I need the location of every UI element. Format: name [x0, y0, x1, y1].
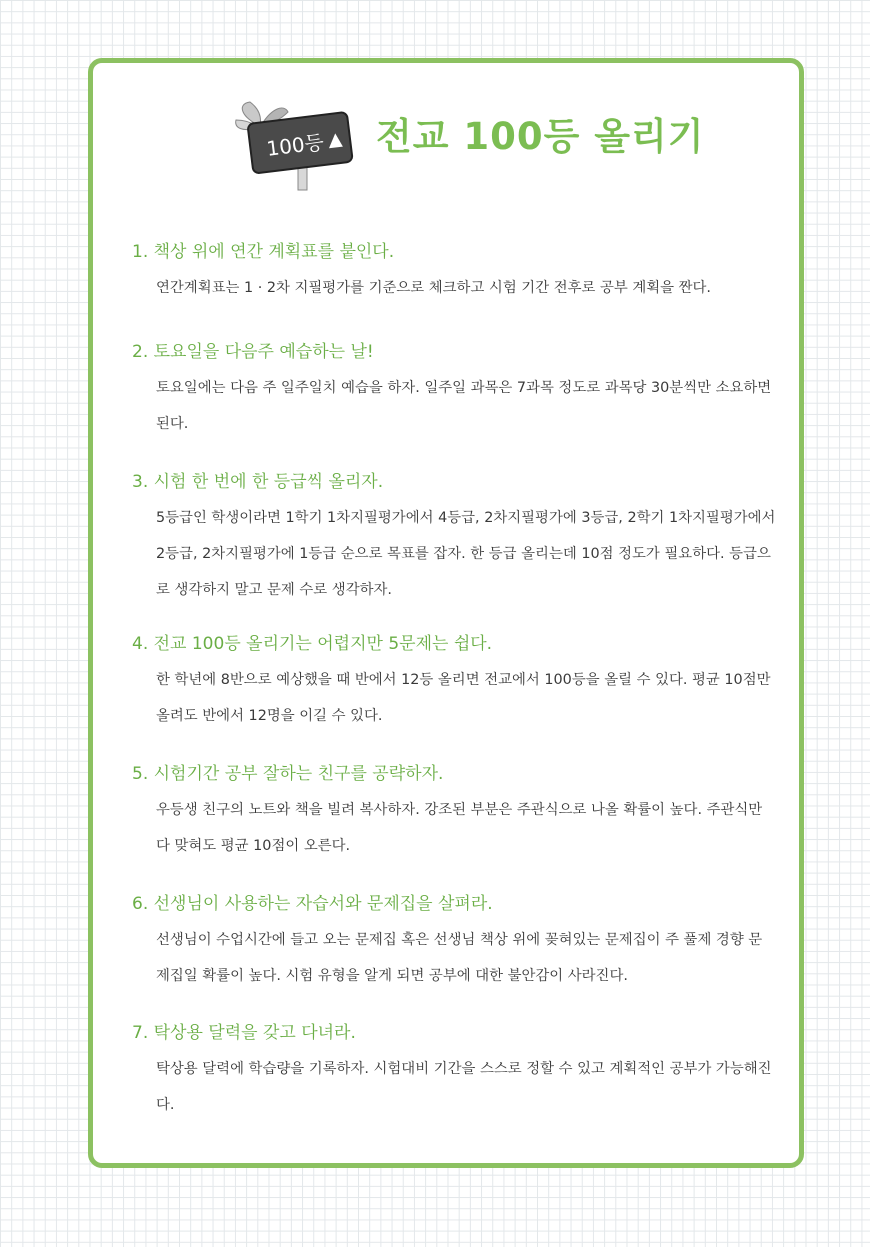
- tip-body: 한 학년에 8반으로 예상했을 때 반에서 12등 올리면 전교에서 100등을 올릴 수 있다. 평균 10점만 올려도 반에서 12명을 이길 수 있다.: [156, 672, 771, 724]
- tip-body: 탁상용 달력에 학습량을 기록하자. 시험대비 기간을 스스로 정할 수 있고 계획적인 공부가 가능해진다.: [156, 1061, 772, 1113]
- tip-section-4: [132, 632, 782, 734]
- tip-section-3: [132, 470, 782, 608]
- tip-heading: 4. 전교 100등 올리기는 어렵지만 5문제는 쉽다.: [132, 634, 493, 654]
- tip-heading: 5. 시험기간 공부 잘하는 친구를 공략하자.: [132, 764, 444, 784]
- tip-body: 연간계획표는 1 · 2차 지필평가를 기준으로 체크하고 시험 기간 전후로 공부 계획을 짠다.: [156, 280, 712, 296]
- tip-body: 5등급인 학생이라면 1학기 1차지필평가에서 4등급, 2차지필평가에 3등급, 2학기 1차지필평가에서 2등급, 2차지필평가에 1등급 순으로 목표를 잡자. 한 등급 올리는데 10점 정도가 필요하다. 등급으로 생각하지 말고 문제 수로 생각하자.: [156, 510, 776, 598]
- content-frame: [88, 58, 804, 1168]
- tip-heading: 3. 시험 한 번에 한 등급씩 올리자.: [132, 472, 384, 492]
- tip-section-2: [132, 340, 782, 442]
- tip-body: 우등생 친구의 노트와 책을 빌려 복사하자. 강조된 부분은 주관식으로 나올 확률이 높다. 주관식만 다 맞혀도 평균 10점이 오른다.: [156, 802, 763, 854]
- page-title: 전교 100등 올리기: [376, 115, 705, 158]
- tip-heading: 6. 선생님이 사용하는 자습서와 문제집을 살펴라.: [132, 894, 493, 914]
- tip-body: 선생님이 수업시간에 들고 오는 문제집 혹은 선생님 책상 위에 꽂혀있는 문제집이 주 풀제 경향 문제집일 확률이 높다. 시험 유형을 알게 되면 공부에 대한 불안감이 사라진다.: [156, 932, 763, 984]
- tip-section-6: [132, 892, 782, 994]
- tip-heading: 2. 토요일을 다음주 예습하는 날!: [132, 342, 374, 362]
- tip-heading: 7. 탁상용 달력을 갖고 다녀라.: [132, 1023, 356, 1043]
- tip-heading: 1. 책상 위에 연간 계획표를 붙인다.: [132, 242, 395, 262]
- tip-section-5: [132, 762, 782, 864]
- tip-body: 토요일에는 다음 주 일주일치 예습을 하자. 일주일 과목은 7과목 정도로 과목당 30분씩만 소요하면 된다.: [156, 380, 772, 432]
- tip-section-7: [132, 1021, 782, 1123]
- signboard-icon: [232, 98, 360, 194]
- sign-label: 100등: [265, 129, 326, 161]
- tip-section-1: [132, 240, 782, 306]
